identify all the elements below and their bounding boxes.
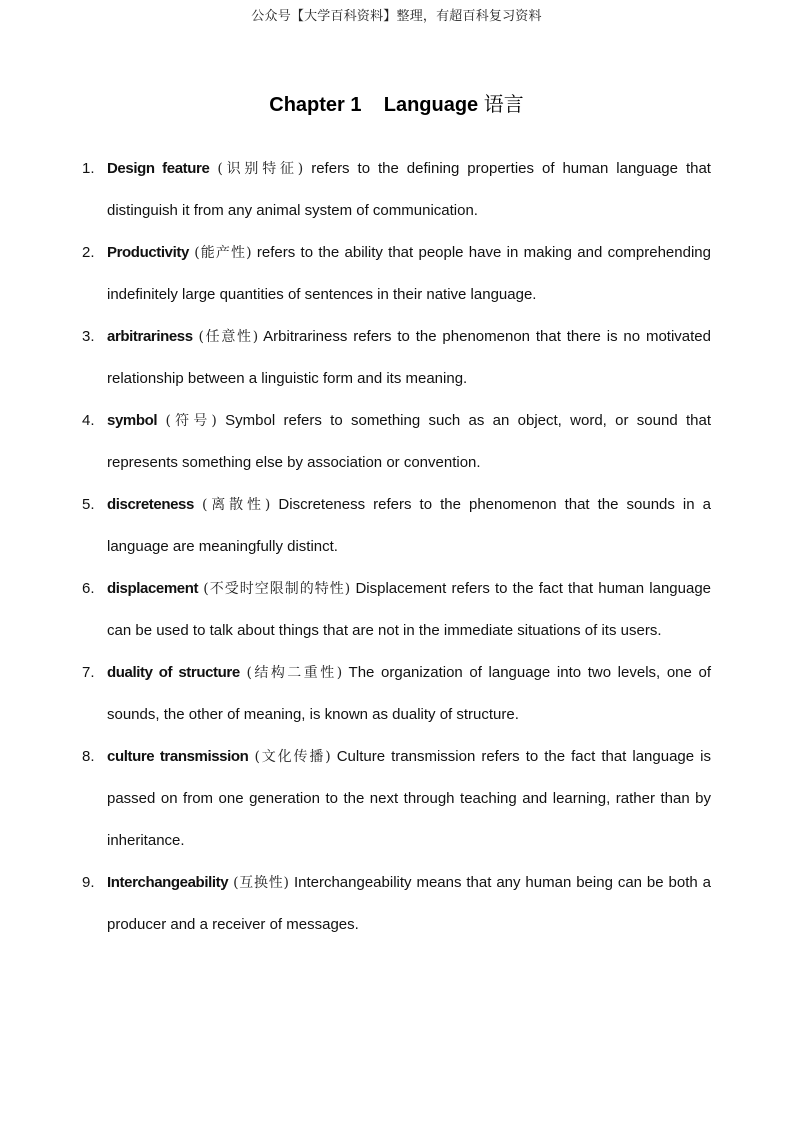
term-item-culture-transmission: [0, 736, 793, 862]
term-chinese: (任意性): [198, 329, 259, 345]
term-number: 9.: [82, 874, 95, 891]
chapter-title-en: Chapter 1 Language: [269, 94, 479, 116]
term-definition: Interchangeability means that any human being can be both a producer and a receiver of messages.: [107, 874, 711, 933]
term-definition: Discreteness refers to the phenomenon that the sounds in a language are meaningfully distinct.: [107, 496, 711, 555]
term-number: 2.: [82, 244, 95, 261]
term-name: Productivity: [107, 244, 189, 261]
term-number: 4.: [82, 412, 95, 429]
term-item-arbitrariness: [0, 316, 793, 400]
term-chinese: (能产性): [194, 245, 252, 261]
term-definition: refers to the ability that people have in making and comprehending indefinitely large quantities of sentences in their native language.: [107, 244, 711, 303]
term-chinese: (结构二重性): [246, 665, 343, 681]
term-item-design-feature: [0, 148, 793, 232]
term-name: Design feature: [107, 160, 210, 177]
term-item-interchangeability: [0, 862, 793, 946]
term-item-duality-of-structure: [0, 652, 793, 736]
term-item-displacement: [0, 568, 793, 652]
term-number: 3.: [82, 328, 95, 345]
term-name: symbol: [107, 412, 158, 429]
term-chinese: (不受时空限制的特性): [203, 581, 351, 597]
term-item-symbol: [0, 400, 793, 484]
term-definition: Displacement refers to the fact that human language can be used to talk about things that are not in the immediate situations of its users.: [107, 580, 712, 639]
term-name: discreteness: [107, 496, 194, 513]
chapter-title-zh: 语言: [483, 92, 524, 116]
term-number: 7.: [82, 664, 95, 681]
term-item-productivity: [0, 232, 793, 316]
term-name: Interchangeability: [107, 874, 229, 891]
chapter-title: [0, 88, 793, 117]
term-number: 6.: [82, 580, 95, 597]
term-name: arbitrariness: [107, 328, 193, 345]
term-list: [0, 148, 793, 946]
term-number: 5.: [82, 496, 95, 513]
term-chinese: (符号): [165, 413, 217, 429]
term-chinese: (文化传播): [254, 749, 331, 765]
term-definition: refers to the defining properties of human language that distinguish it from any animal system of communication.: [107, 160, 711, 219]
term-definition: Symbol refers to something such as an object, word, or sound that represents something else by association or convention.: [107, 412, 712, 471]
term-name: displacement: [107, 580, 199, 597]
term-name: duality of structure: [107, 664, 240, 681]
term-name: culture transmission: [107, 748, 249, 765]
term-number: 1.: [82, 160, 95, 177]
term-definition: The organization of language into two levels, one of sounds, the other of meaning, is known as duality of structure.: [107, 664, 712, 723]
term-chinese: (离散性): [201, 497, 271, 513]
header-note: 公众号【大学百科资料】整理，有超百科复习资料: [251, 9, 542, 24]
term-item-discreteness: [0, 484, 793, 568]
term-chinese: (互换性): [233, 875, 290, 891]
term-number: 8.: [82, 748, 95, 765]
term-definition: Culture transmission refers to the fact that language is passed on from one generation to the next through teaching and learning, rather than by inheritance.: [107, 748, 711, 849]
term-chinese: (识别特征): [217, 161, 304, 177]
term-definition: Arbitrariness refers to the phenomenon that there is no motivated relationship between a linguistic form and its meaning.: [107, 328, 711, 387]
